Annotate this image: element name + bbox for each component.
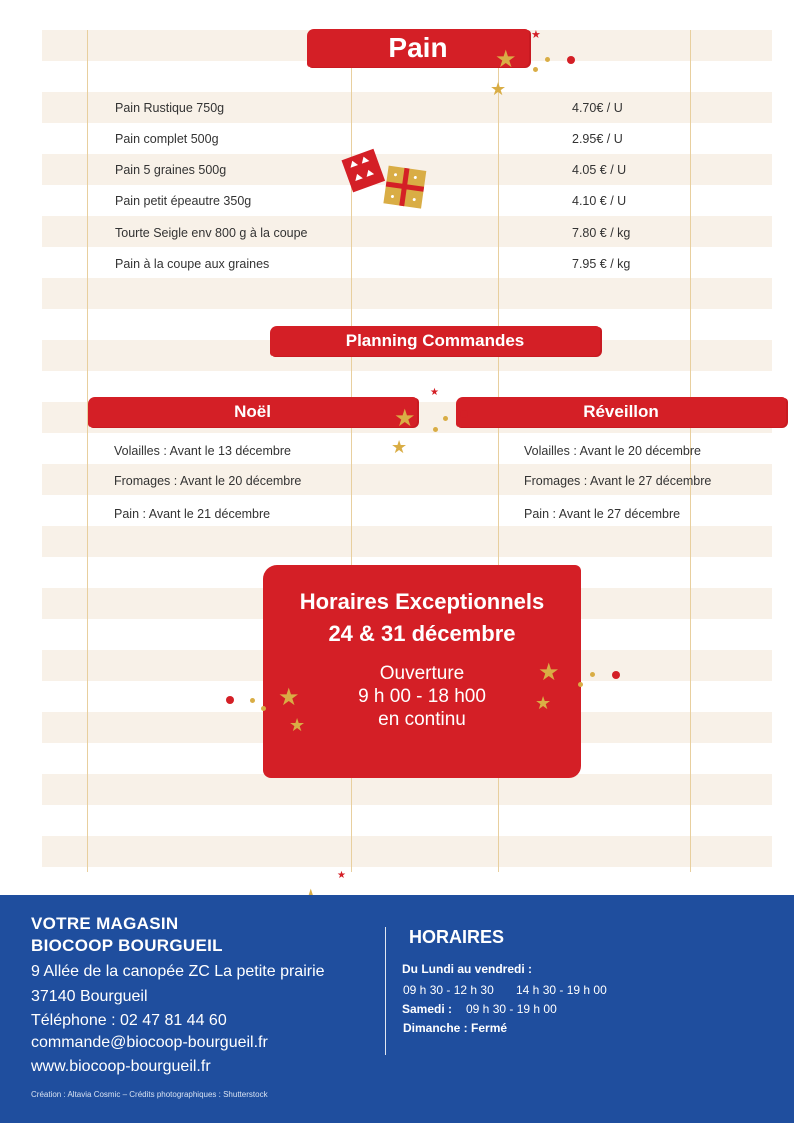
pain-item-name: Tourte Seigle env 800 g à la coupe xyxy=(115,226,308,240)
exceptional-hours-dates: 24 & 31 décembre xyxy=(328,621,516,646)
star-icon: ★ xyxy=(495,46,517,73)
pain-item-price: 7.95 € / kg xyxy=(572,257,631,271)
reveillon-item: Fromages : Avant le 27 décembre xyxy=(524,474,712,488)
noel-title: Noël xyxy=(234,402,271,421)
exceptional-hours-title: Horaires Exceptionnels xyxy=(299,589,545,614)
confetti-dot xyxy=(250,698,255,703)
confetti-dot xyxy=(545,57,550,62)
confetti-dot xyxy=(533,67,538,72)
store-email-link[interactable]: commande@biocoop-bourgueil.fr xyxy=(31,1034,268,1051)
weekday-label: Du Lundi au vendredi : xyxy=(402,962,533,976)
opening-hours: 9 h 00 - 18 h00 xyxy=(358,686,486,707)
hours-title: HORAIRES xyxy=(409,927,505,947)
weekday-hours-pm: 14 h 30 - 19 h 00 xyxy=(516,983,607,997)
footer xyxy=(0,895,794,1123)
noel-item: Volailles : Avant le 13 décembre xyxy=(114,444,291,458)
reveillon-title: Réveillon xyxy=(583,402,659,421)
confetti-dot xyxy=(226,696,234,704)
footer-divider xyxy=(385,927,386,1055)
pain-item-price: 4.10 € / U xyxy=(572,194,627,208)
sunday-hours: Dimanche : Fermé xyxy=(403,1021,508,1035)
pain-item-price: 4.70€ / U xyxy=(572,101,623,115)
confetti-dot xyxy=(590,672,595,677)
margin-line xyxy=(87,30,88,872)
opening-continuous: en continu xyxy=(378,709,466,730)
confetti-dot xyxy=(261,706,266,711)
confetti-dot xyxy=(578,682,583,687)
star-icon: ★ xyxy=(394,405,416,432)
gift-boxes-icon xyxy=(340,142,432,214)
pain-item-price: 2.95€ / U xyxy=(572,132,623,146)
confetti-dot xyxy=(460,410,468,418)
pain-item-name: Pain 5 graines 500g xyxy=(115,163,227,177)
planning-title-banner xyxy=(270,326,600,356)
star-icon: ★ xyxy=(490,79,507,99)
reveillon-banner xyxy=(456,397,786,427)
star-icon: ★ xyxy=(531,29,541,41)
confetti-dot xyxy=(433,427,438,432)
noel-item: Fromages : Avant le 20 décembre xyxy=(114,474,302,488)
confetti-dot xyxy=(612,671,620,679)
saturday-hours: 09 h 30 - 19 h 00 xyxy=(466,1002,557,1016)
exceptional-hours-box xyxy=(263,565,581,778)
reveillon-item: Volailles : Avant le 20 décembre xyxy=(524,444,701,458)
reveillon-item: Pain : Avant le 27 décembre xyxy=(524,507,681,521)
store-label: VOTRE MAGASIN xyxy=(31,914,179,933)
pain-item-name: Pain Rustique 750g xyxy=(115,101,225,115)
planning-title: Planning Commandes xyxy=(345,331,525,350)
saturday-label: Samedi : xyxy=(402,1002,453,1016)
confetti-dot xyxy=(567,56,575,64)
star-icon: ★ xyxy=(278,684,300,711)
star-icon: ★ xyxy=(289,715,306,735)
noel-item: Pain : Avant le 21 décembre xyxy=(114,507,271,521)
confetti-dot xyxy=(443,416,448,421)
pain-item-name: Pain complet 500g xyxy=(115,132,219,146)
star-icon: ★ xyxy=(538,659,560,686)
pain-item-price: 7.80 € / kg xyxy=(572,226,631,240)
star-icon: ★ xyxy=(430,387,439,398)
pain-title: Pain xyxy=(388,32,448,63)
opening-label: Ouverture xyxy=(379,663,465,684)
credits: Création : Altavia Cosmic – Crédits photographiques : Shutterstock xyxy=(31,1090,268,1099)
pain-item-name: Pain à la coupe aux graines xyxy=(115,257,270,271)
pain-item-name: Pain petit épeautre 350g xyxy=(115,194,252,208)
noel-banner xyxy=(88,397,417,427)
pain-item-price: 4.05 € / U xyxy=(572,163,627,177)
star-icon: ★ xyxy=(391,437,408,457)
store-postcode: 37140 Bourgueil xyxy=(31,988,148,1005)
store-name: BIOCOOP BOURGUEIL xyxy=(31,936,223,955)
weekday-hours-am: 09 h 30 - 12 h 30 xyxy=(403,983,494,997)
store-address: 9 Allée de la canopée ZC La petite prairie xyxy=(31,963,325,980)
store-website-link[interactable]: www.biocoop-bourgueil.fr xyxy=(31,1058,211,1075)
star-icon: ★ xyxy=(337,870,346,881)
store-phone: Téléphone : 02 47 81 44 60 xyxy=(31,1012,227,1029)
star-icon: ★ xyxy=(535,693,552,713)
